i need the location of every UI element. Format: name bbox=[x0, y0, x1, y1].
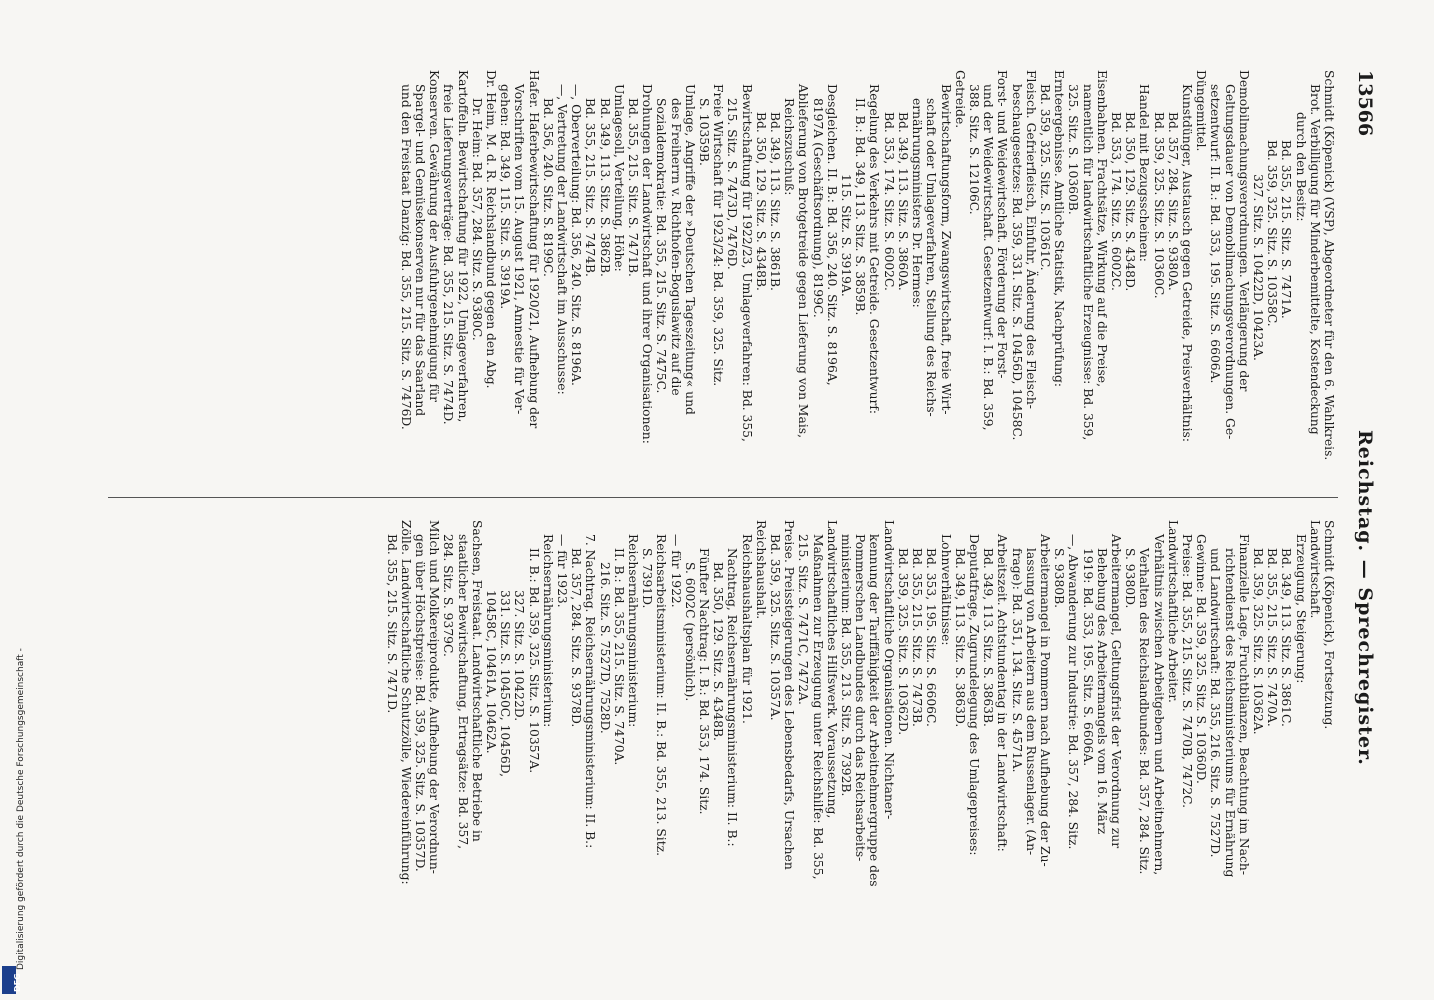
index-entry-line: 325. Sitz. S. 10360B. bbox=[1066, 84, 1081, 215]
index-entry-line: Bd. 359, 325. Sitz. S. 10361C. bbox=[1037, 84, 1052, 271]
index-entry-line: Dr. Heim: Bd. 357, 284. Sitz. S. 9380C. bbox=[469, 98, 484, 341]
index-entry-line: —, Vertretung der Landwirtschaft im Ausschusse: bbox=[555, 84, 570, 395]
index-entry-line: Landwirtschaftliches Hilfswerk. Voraussetzung, bbox=[824, 520, 839, 819]
index-entry-line: namentlich für landwirtschaftliche Erzeugnisse: Bd. 359, bbox=[1080, 84, 1095, 441]
index-entry-line: S. 10359B. bbox=[697, 98, 712, 166]
index-entry-line: Bd. 350, 129. Sitz. S. 4348B. bbox=[753, 112, 768, 291]
index-entry-line: II. B.: Bd. 349, 113. Sitz. S. 3859B. bbox=[853, 98, 868, 316]
header-title: Reichstag. — Sprechregister. bbox=[1354, 430, 1376, 766]
index-entry-line: und der Weidewirtschaft. Gesetzentwurf: I. B.: Bd. 359, bbox=[981, 84, 996, 431]
index-entry-line: Reichshaushalt. bbox=[753, 520, 768, 620]
index-entry-line: Bd. 349, 113. Sitz. S. 3863B. bbox=[981, 548, 996, 727]
index-entry-line: 388. Sitz. S. 12106C. bbox=[966, 84, 981, 215]
index-entry-line: Bd. 349, 113. Sitz. S. 3860A. bbox=[895, 112, 910, 291]
index-entry-line: 215. Sitz. S. 7473D, 7476D. bbox=[725, 98, 740, 270]
index-entry-line: Gewinne: Bd. 359, 325. Sitz. S. 10360D. bbox=[1194, 534, 1209, 784]
index-entry-line: gehen: Bd. 349, 115. Sitz. S. 3919A. bbox=[498, 84, 513, 310]
index-entry-line: Preise: Bd. 355, 215. Sitz. S. 7470B, 7472C. bbox=[1179, 534, 1194, 809]
index-entry-line: Desgleichen. II. B.: Bd. 356, 240. Sitz. S. 8196A, bbox=[824, 84, 839, 386]
index-entry-line: 284. Sitz. S. 9379C. bbox=[441, 534, 456, 657]
index-entry-line: Pommerschen Landbundes durch das Reichsarbeits- bbox=[853, 534, 868, 862]
index-entry-line: Bewirtschaftung für 1922/23, Umlageverfahren: Bd. 355, bbox=[739, 84, 754, 442]
index-entry-line: Bd. 349, 113. Sitz. S. 3862B. bbox=[597, 98, 612, 277]
index-entry-line: Erzeugung, Steigerung: bbox=[1293, 534, 1308, 684]
index-entry-line: S. 6002C (persönlich). bbox=[682, 562, 697, 702]
index-entry-line: Reichszuschuß: bbox=[782, 98, 797, 196]
index-entry-line: Zölle. Landwirtschaftliche Schutzzölle, Wiedereinführung: bbox=[398, 520, 413, 885]
index-entry-line: 215. Sitz. S. 7471C, 7472A. bbox=[796, 534, 811, 705]
page-number: 13566 bbox=[1354, 70, 1376, 137]
index-entry-line: Bd. 355, 215. Sitz. S. 7473B. bbox=[910, 548, 925, 727]
index-entry-line: Bd. 359, 325. Sitz. S. 10358C. bbox=[1265, 140, 1280, 327]
index-entry-line: 331. Sitz. S. 10450C, 10456D, bbox=[498, 590, 513, 778]
index-entry-line: Bd. 357, 284. Sitz. S. 9378D. bbox=[569, 548, 584, 728]
index-entry-line: Verhältnis zwischen Arbeitgebern und Arbeitnehmern, bbox=[1151, 534, 1166, 876]
index-entry-line: frage): Bd. 351, 134. Sitz. S. 4571A. bbox=[1009, 548, 1024, 773]
index-entry-line: Umlagesoll, Verteilung, Höhe: bbox=[611, 84, 626, 272]
index-entry-line: Getreide. bbox=[952, 70, 967, 129]
index-entry-line: Verhalten des Reichslandbundes: Bd. 357, 284. Sitz. bbox=[1137, 548, 1152, 875]
index-entry-line: Konserven. Gewährung der Ausfuhrgenehmigung für bbox=[427, 70, 442, 402]
index-entry-line: Bd. 355, 215. Sitz. S. 7471A. bbox=[1279, 140, 1294, 319]
index-entry-line: Bd. 353, 195. Sitz. S. 6606C. bbox=[924, 548, 939, 727]
index-entry-line: Finanzielle Lage, Fruchtbilanzen, Beachtung im Nach- bbox=[1236, 534, 1251, 875]
index-entry-line: Preise. Preissteigerungen des Lebensbedarfs, Ursachen bbox=[782, 520, 797, 870]
index-entry-line: Reichsarbeitsministerium: II. B.: Bd. 355, 213. Sitz. bbox=[654, 534, 669, 857]
index-entry-line: Spargel- und Gemüsekonserven nur für das Saarland bbox=[413, 84, 427, 417]
index-entry-line: II. B.: Bd. 359, 325. Sitz. S. 10357A. bbox=[526, 548, 541, 774]
index-entry-line: setzentwurf: II. B.: Bd. 353, 195. Sitz. S. 6606A. bbox=[1208, 84, 1223, 384]
left-column bbox=[106, 70, 1336, 500]
index-entry-line: Arbeitermangel in Pommern nach Aufhebung der Zu- bbox=[1037, 534, 1052, 867]
index-entry-line: Ablieferung von Brotgetreide gegen Lieferung von Mais, bbox=[796, 84, 811, 438]
index-entry-line: Düngemittel. bbox=[1194, 70, 1209, 152]
index-entry-line: des Freiherrn v. Richthofen-Boguslawitz auf die bbox=[668, 98, 683, 396]
index-entry-line: Forst- und Weidewirtschaft. Förderung der Forst- bbox=[995, 70, 1010, 379]
index-entry-line: Eisenbahnen. Frachtsätze, Wirkung auf die Preise, bbox=[1094, 70, 1109, 387]
index-entry-line: Brot. Verbilligung für Minderbemittelte, Kostendeckung bbox=[1307, 84, 1322, 435]
index-entry-line: — für 1923. bbox=[555, 534, 570, 608]
index-entry-line: Bd. 353, 174. Sitz. S. 6002C. bbox=[1108, 112, 1123, 291]
index-entry-line: Maßnahmen zur Erzeugung unter Reichshilfe: Bd. 355, bbox=[810, 534, 825, 880]
index-entry-line: 7. Nachtrag. Reichsernährungsministerium: II. B.: bbox=[583, 534, 598, 849]
index-entry-line: Fleisch. Gefrierfleisch, Einfuhr, Änderung des Fleisch- bbox=[1023, 70, 1038, 409]
index-entry-line: Bd. 349, 113. Sitz. S. 3861C. bbox=[1279, 548, 1294, 727]
index-entry-line: Umlage, Angriffe der »Deutschen Tageszeitung« und bbox=[682, 84, 697, 415]
index-entry-line: Bd. 359, 325. Sitz. S. 10360C. bbox=[1151, 112, 1166, 299]
index-entry-line: II. B.: Bd. 355, 215. Sitz. S. 7470A. bbox=[611, 548, 626, 766]
index-entry-line: Freie Wirtschaft für 1923/24: Bd. 359, 325. Sitz. bbox=[711, 84, 726, 387]
index-entry-line: Bd. 359, 325. Sitz. S. 10362D. bbox=[895, 548, 910, 736]
index-entry-line: 10458C, 10461A, 10462A. bbox=[484, 590, 499, 754]
index-entry-line: Schmidt (Köpenick), Fortsetzung. bbox=[1322, 520, 1336, 730]
index-entry-line: Bd. 350, 129. Sitz. S. 4348B. bbox=[711, 562, 726, 741]
index-entry-line: Landwirtschaft. bbox=[1307, 520, 1322, 619]
index-entry-line: S. 9380B. bbox=[1052, 548, 1067, 609]
index-entry-line: — für 1922. bbox=[668, 534, 683, 608]
index-entry-line: kennung der Tariffähigkeit der Arbeitnehmergruppe des bbox=[867, 534, 882, 887]
index-entry-line: Regelung des Verkehrs mit Getreide. Gesetzentwurf: bbox=[867, 84, 882, 415]
index-entry-line: Bd. 349, 113. Sitz. S. 3863D. bbox=[952, 548, 967, 728]
index-entry-line: Bd. 357, 284. Sitz. S. 9380A. bbox=[1165, 112, 1180, 291]
index-entry-line: Dr. Heim, M. d. R. Reichslandbund gegen den Abg. bbox=[484, 70, 499, 389]
index-entry-line: Nachtrag, Reichsernährungsministerium: II. B.: bbox=[725, 548, 740, 847]
index-entry-line: Handel mit Bezugsscheinen: bbox=[1137, 84, 1152, 262]
digitization-note-text: Digitalisierung gefördert durch die Deutsche Forschungsgemeinschaft - bbox=[16, 648, 26, 970]
index-entry-line: —, Oberverteilung: Bd. 356, 240. Sitz. S. 8196A. bbox=[569, 84, 584, 386]
index-entry-line: 327. Sitz. S. 10422D. bbox=[512, 590, 527, 722]
index-entry-line: und den Freistaat Danzig: Bd. 355, 215. Sitz. S. 7476D. bbox=[398, 84, 413, 430]
index-entry-line: Reichshaushaltsplan für 1921. bbox=[739, 534, 754, 724]
index-entry-line: beschaugesetzes: Bd. 359, 331. Sitz. S. 10456D, 10458C. bbox=[1009, 84, 1024, 441]
index-entry-line: S. 7391D. bbox=[640, 548, 655, 609]
index-entry-line: Demobilmachungsverordnungen. Verlängerung der bbox=[1236, 70, 1251, 392]
index-entry-line: —, Abwanderung zur Industrie: Bd. 357, 284. Sitz. bbox=[1066, 534, 1081, 850]
index-entry-line: Schmidt (Köpenick) (VSP), Abgeordneter für den 6. Wahlkreis. bbox=[1322, 70, 1336, 461]
index-entry-line: Bd. 355, 215. Sitz. S. 7471B. bbox=[626, 98, 641, 277]
index-entry-line: S. 9380D. bbox=[1123, 548, 1138, 609]
column-divider bbox=[108, 497, 1338, 498]
dfg-logo bbox=[2, 966, 22, 994]
running-head bbox=[1348, 70, 1376, 970]
index-entry-line: Bd. 353, 174. Sitz. S. 6002C. bbox=[881, 112, 896, 291]
index-entry-line: Bd. 356, 240. Sitz. S. 8199C. bbox=[540, 98, 555, 277]
index-entry-line: 216. Sitz. S. 7527D, 7528D. bbox=[597, 562, 612, 734]
index-entry-line: Behebung des Arbeitermangels vom 16. März bbox=[1094, 548, 1109, 835]
index-entry-line: ernährungsministers Dr. Hermes: bbox=[910, 98, 925, 308]
index-entry-line: Milch und Molkereiprodukte, Aufhebung der Verordnun- bbox=[427, 520, 442, 874]
index-entry-line: schaft oder Umlageverfahren, Stellung des Reichs- bbox=[924, 98, 939, 417]
index-entry-line: ministerium: Bd. 355, 213. Sitz. S. 7392B. bbox=[839, 534, 854, 797]
index-entry-line: Hafer. Haferbewirtschaftung für 1920/21, Aufhebung der bbox=[526, 70, 541, 429]
right-column bbox=[106, 520, 1336, 950]
index-entry-line: Bd. 355, 215. Sitz. S. 7474B. bbox=[583, 98, 598, 277]
index-entry-line: 8197A (Geschäftsordnung), 8199C. bbox=[810, 98, 825, 318]
index-entry-line: Reichsernährungsministerium: bbox=[540, 534, 555, 728]
index-entry-line: Kunstdünger, Austausch gegen Getreide, Preisverhältnis: bbox=[1179, 84, 1194, 442]
index-entry-line: Kartoffeln. Bewirtschaftung für 1922, Umlageverfahren, bbox=[455, 70, 470, 423]
dfg-logo-text: DFG bbox=[13, 973, 22, 992]
index-entry-line: Bd. 349, 113. Sitz. S. 3861B. bbox=[768, 112, 783, 291]
index-entry-line: 1919: Bd. 353, 195. Sitz. S. 6606A. bbox=[1080, 548, 1095, 767]
index-entry-line: Landwirtschaftliche Arbeiter. bbox=[1165, 520, 1180, 703]
index-entry-line: Geltungsdauer von Demobilmachungsverordnungen. Ge- bbox=[1222, 84, 1237, 440]
index-entry-line: Sachsen, Freistaat. Landwirtschaftliche Betriebe in bbox=[469, 520, 484, 842]
index-entry-line: Fünfter Nachtrag: I. B.: Bd. 353, 174. Sitz. bbox=[697, 548, 712, 815]
index-entry-line: lassung von Arbeitern aus dem Russenlager. (An- bbox=[1023, 548, 1038, 856]
index-entry-line: richtendienst des Reichsministeriums für Ernährung bbox=[1222, 548, 1237, 878]
index-entry-line: durch den Besitz: bbox=[1293, 112, 1308, 222]
index-entry-line: Ernteergebnisse. Amtliche Statistik, Nachprüfung: bbox=[1052, 70, 1067, 388]
index-entry-line: Deputatfrage, Zugrundelegung des Umlagepreises: bbox=[966, 534, 981, 856]
index-entry-line: Vorschriften vom 15. August 1921, Amnestie für Ver- bbox=[512, 84, 527, 415]
index-entry-line: 327. Sitz. S. 10422D, 10423A. bbox=[1250, 174, 1265, 361]
digitization-note bbox=[2, 40, 26, 1000]
index-entry-line: Bd. 355, 215. Sitz. S. 7470A. bbox=[1265, 548, 1280, 727]
index-entry-line: und Landwirtschaft: Bd. 355, 216. Sitz. S. 7527D. bbox=[1208, 548, 1223, 858]
index-entry-line: Lohnverhältnisse: bbox=[938, 534, 953, 646]
index-entry-line: Reichsernährungsministerium: bbox=[626, 534, 641, 728]
index-entry-line: gen über Höchstpreise: Bd. 359, 325. Sitz. S. 10357D. bbox=[413, 534, 427, 872]
index-entry-line: staatlicher Bewirtschaftung, Ertragsätze: Bd. 357, bbox=[455, 534, 470, 850]
index-entry-line: Arbeitszeit. Achtstundentag in der Landwirtschaft: bbox=[995, 534, 1010, 852]
index-entry-line: Bewirtschaftungsform, Zwangswirtschaft, freie Wirt- bbox=[938, 84, 953, 415]
index-entry-line: Bd. 359, 325. Sitz. S. 10357A. bbox=[768, 534, 783, 721]
index-entry-line: freie Lieferungsverträge: Bd. 355, 215. Sitz. S. 7474D. bbox=[441, 84, 456, 425]
index-entry-line: Bd. 350, 129. Sitz. S. 4348D. bbox=[1123, 112, 1138, 292]
index-entry-line: Landwirtschaftliche Organisationen. Nichtaner- bbox=[881, 520, 896, 820]
index-entry-line: Bd. 359, 325. Sitz. S. 10362A. bbox=[1250, 548, 1265, 735]
index-entry-line: Sozialdemokratie: Bd. 355, 215. Sitz. S. 7475C. bbox=[654, 98, 669, 394]
index-entry-line: Drohungen der Landwirtschaft und ihrer Organisationen: bbox=[640, 84, 655, 444]
index-entry-line: Bd. 355, 215. Sitz. S. 7471D. bbox=[384, 534, 399, 714]
index-entry-line: Arbeitermangel, Geltungsfrist der Verordnung zur bbox=[1108, 534, 1123, 849]
index-entry-line: 115. Sitz. S. 3919A. bbox=[839, 174, 854, 297]
